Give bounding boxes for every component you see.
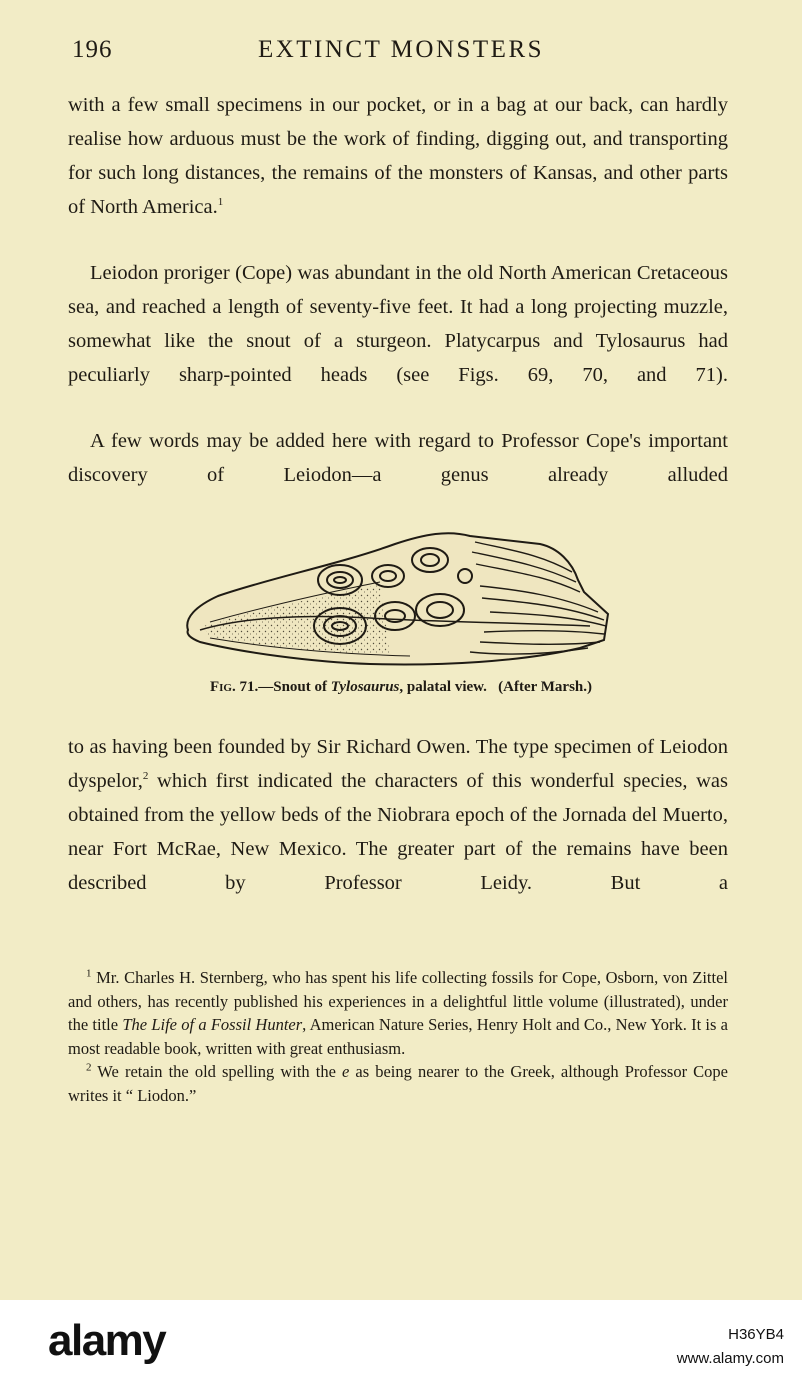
paragraph-1 bbox=[68, 88, 728, 224]
paragraph-4-text-a: to as having been founded by Sir Richard Owen. The type specimen of Leiodon dyspelor, bbox=[68, 736, 728, 792]
footnote-1-text-a: Mr. Charles H. Sternberg, who has spent his life collecting fossils for Cope, Osborn, von Zittel and others, has recently published his experiences in a delightful little volume (illustrated), under the title bbox=[68, 968, 728, 1034]
footnote-2-marker: 2 bbox=[86, 1061, 92, 1074]
running-head: EXTINCT MONSTERS bbox=[257, 36, 545, 63]
footnote-2-text-b: as being nearer to the Greek, although Professor Cope writes it “ Liodon.” bbox=[68, 1062, 728, 1105]
caption-suffix: , palatal view. (After Marsh.) bbox=[399, 679, 593, 695]
watermark-url: www.alamy.com bbox=[676, 1350, 784, 1367]
figure-label: Fig. 71. bbox=[209, 679, 259, 695]
footnotes bbox=[68, 966, 728, 1107]
footnote-1 bbox=[68, 966, 728, 1060]
page-header bbox=[0, 36, 802, 70]
paragraph-4 bbox=[68, 730, 728, 900]
footnote-1-title: The Life of a Fossil Hunter bbox=[122, 1015, 303, 1034]
image-id: H36YB4 bbox=[728, 1326, 784, 1343]
footnote-ref-1: 1 bbox=[217, 196, 224, 209]
footnote-1-text-b: , American Nature Series, Henry Holt and Co., New York. It is a most readable book, written with great enthusiasm. bbox=[68, 1015, 728, 1058]
figure-71-illustration bbox=[180, 522, 612, 672]
paragraph-3 bbox=[68, 424, 728, 492]
paragraph-3-text: A few words may be added here with regard to Professor Cope's important discovery of Leiodon—a genus already alluded bbox=[68, 430, 728, 486]
tylosaurus-snout-icon bbox=[180, 522, 612, 672]
paragraph-2 bbox=[68, 256, 728, 392]
alamy-logo: alamy bbox=[48, 1316, 166, 1365]
footnote-2-text-a: We retain the old spelling with the bbox=[91, 1062, 342, 1081]
paragraph-1-text: with a few small specimens in our pocket, or in a bag at our back, can hardly realise how arduous must be the work of finding, digging out, and transporting for such long distances, the remains of the monsters of Kansas, and other parts of North America. bbox=[68, 94, 728, 218]
footnote-1-marker: 1 bbox=[86, 967, 92, 980]
caption-prefix: —Snout of bbox=[258, 679, 331, 695]
caption-genus: Tylosaurus bbox=[330, 679, 400, 695]
footnote-2 bbox=[68, 1060, 728, 1107]
paragraph-2-text: Leiodon proriger (Cope) was abundant in the old North American Cretaceous sea, and reached a length of seventy-five feet. It had a long projecting muzzle, somewhat like the snout of a sturgeon. Platycarpus and Tylosaurus had peculiarly sharp-pointed heads (see Figs. 69, 70, and 71). bbox=[68, 262, 728, 386]
paragraph-4-text-b: which first indicated the characters of this wonderful species, was obtained from the yellow beds of the Niobrara epoch of the Jornada del Muerto, near Fort McRae, New Mexico. The greater part of the remains have been described by Professor Leidy. But a bbox=[68, 770, 728, 894]
figure-caption bbox=[0, 679, 802, 696]
footnote-2-italic: e bbox=[341, 1062, 350, 1081]
footnote-ref-2: 2 bbox=[142, 770, 149, 783]
watermark-bar bbox=[0, 1300, 802, 1390]
page-number: 196 bbox=[72, 36, 113, 63]
